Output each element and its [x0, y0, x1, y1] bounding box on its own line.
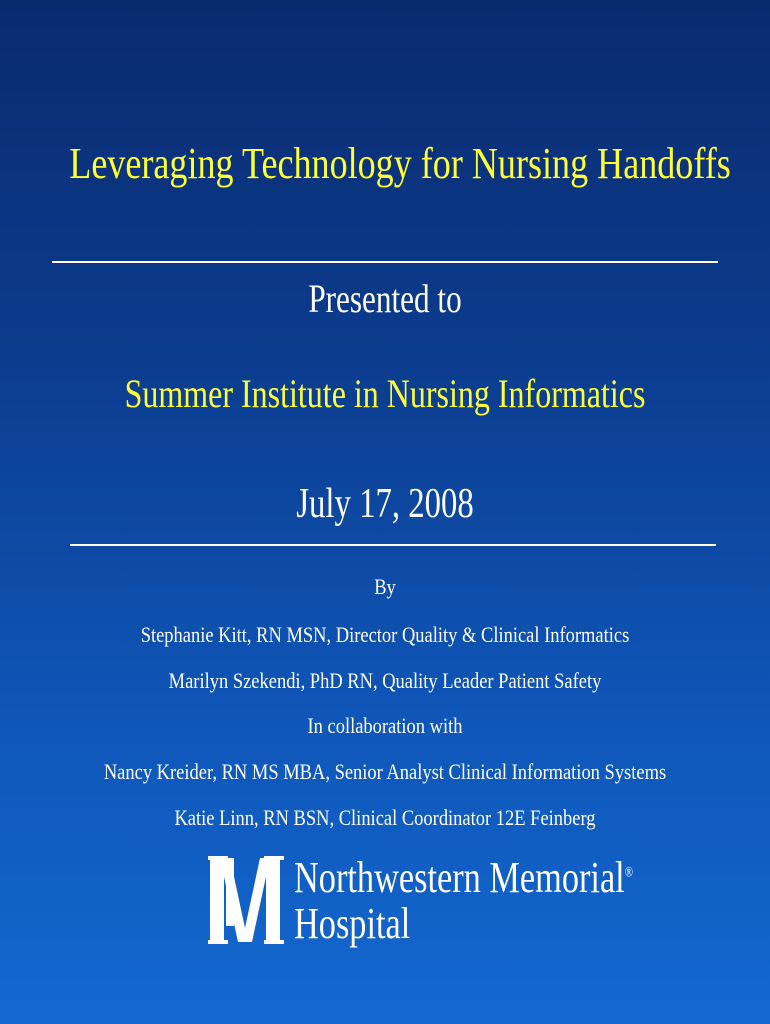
slide-title: Leveraging Technology for Nursing Handoffs: [69, 139, 731, 188]
hospital-logo: [208, 852, 634, 952]
collaboration-label: In collaboration with: [307, 713, 463, 738]
credit-line: Nancy Kreider, RN MS MBA, Senior Analyst Clinical Information Systems: [103, 759, 667, 784]
divider-top: [52, 261, 718, 263]
credit-line: Katie Linn, RN BSN, Clinical Coordinator 12E Feinberg: [174, 805, 596, 830]
logo-name-line2: Hospital: [294, 899, 411, 948]
presentation-date: July 17, 2008: [296, 481, 474, 527]
credit-line: Stephanie Kitt, RN MSN, Director Quality & Clinical Informatics: [140, 622, 630, 647]
presented-to-text: Presented to: [308, 276, 462, 321]
credit-line: Marilyn Szekendi, PhD RN, Quality Leader Patient Safety: [168, 668, 602, 693]
logo-name-line1: Northwestern Memorial®: [294, 853, 634, 902]
institute-name: Summer Institute in Nursing Informatics: [124, 371, 646, 416]
nm-monogram-icon: [208, 856, 284, 944]
by-label: By: [374, 574, 396, 599]
divider-bottom: [70, 544, 716, 546]
registered-mark: ®: [624, 865, 634, 881]
